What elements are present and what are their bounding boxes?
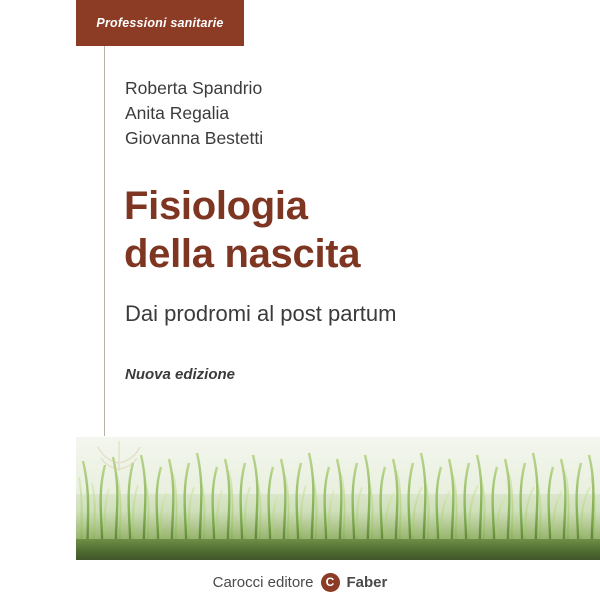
publisher-bar (0, 560, 600, 600)
author-name: Anita Regalia (125, 103, 230, 123)
series-label: Professioni sanitarie (96, 16, 224, 30)
edition-note: Nuova edizione (125, 366, 236, 383)
title-line: Fisiologia (124, 184, 308, 228)
title-line: della nascita (124, 232, 361, 276)
book-title (124, 182, 544, 278)
vertical-divider (104, 0, 105, 436)
book-subtitle: Dai prodromi al post partum (125, 301, 397, 326)
publisher-name: Carocci editore (212, 574, 314, 591)
grass-photo (76, 437, 600, 560)
series-banner (76, 0, 244, 46)
author-name: Roberta Spandrio (125, 78, 263, 98)
author-name: Giovanna Bestetti (125, 128, 264, 148)
publisher-block (0, 573, 600, 592)
publisher-watermark-icon (76, 437, 162, 475)
carocci-logo-icon: C (321, 573, 340, 592)
photo-soil (76, 539, 600, 560)
author-list (125, 76, 505, 151)
publisher-imprint: Faber (346, 574, 388, 591)
